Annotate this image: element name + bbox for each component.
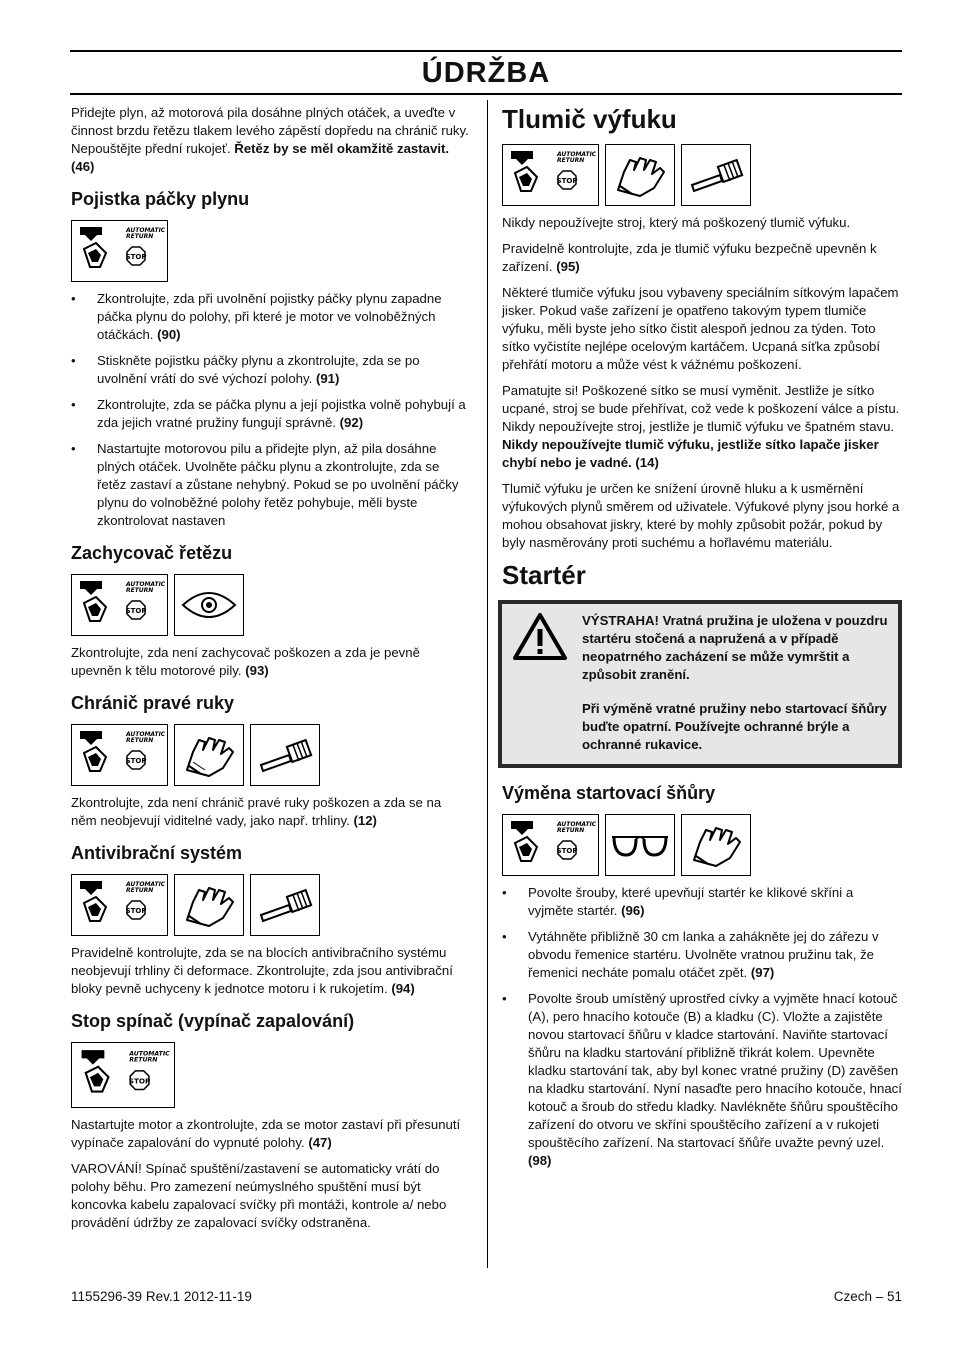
heading-cord-replacement: Výměna startovací šňůry — [502, 783, 716, 803]
list-item: • Stiskněte pojistku páčky plynu a zkontrolujte, zda se po uvolnění vrátí do své výchozí polohy. (91) — [71, 352, 469, 388]
warning-triangle-icon — [512, 612, 582, 754]
icon-row-cord — [502, 814, 902, 876]
heading-starter: Startér — [502, 560, 586, 590]
top-rule — [70, 50, 902, 52]
anti-vibration-text: Pravidelně kontrolujte, zda se na blocích antivibračního systému neobjevují trhliny či deformace. Zkontrolujte, zda jsou antivibrační bloky pevně uchyceny k jednotce motoru i k rukojetím. (94) — [71, 945, 453, 996]
safety-glasses-icon — [605, 814, 675, 876]
muffler-p2: Pravidelně kontrolujte, zda je tlumič výfuku bezpečně upevněn k zařízení. (95) — [502, 241, 877, 274]
heading-stop-switch: Stop spínač (vypínač zapalování) — [71, 1011, 355, 1031]
automatic-return-stop-icon — [71, 220, 168, 282]
svg-text:STOP: STOP — [556, 177, 577, 185]
muffler-p3: Některé tlumiče výfuku jsou vybaveny speciálním sítkovým lapačem jisker. Pokud vaše zařízení je opatřeno takovým typem tlumiče výfuku, měli byste jeho sítko čistit alespoň jednou za týden. Toto sítko vyčistíte nejlépe ocelovým kartáčem. Ucpaná síťka způsobí přehřátí motoru a může vést k vážnému poškození. — [502, 285, 899, 372]
svg-text:STOP: STOP — [125, 757, 146, 765]
chain-catcher-text: Zkontrolujte, zda není zachycovač poškozen a zda je pevně upevněn k tělu motorové pily. (93) — [71, 645, 420, 678]
muffler-p5: Tlumič výfuku je určen ke snížení úrovně hluku a k usměrnění výfukových plynů směrem od uživatele. Výfukové plyny jsou horké a mohou obsahovat jiskry, které by mohly způsobit požár, pokud by byly nasměrovány proti suchému a hořlavému materiálu. — [502, 481, 900, 550]
hand-guard-text: Zkontrolujte, zda není chránič pravé ruky poškozen a zda se na něm neobjevují viditelné vady, jako např. trhliny. (12) — [71, 795, 442, 828]
heading-throttle-lockout: Pojistka páčky plynu — [71, 189, 250, 209]
brush-icon — [250, 874, 320, 936]
svg-text:RETURN: RETURN — [125, 887, 153, 894]
warning-text-1: VÝSTRAHA! Vratná pružina je uložena v pouzdru startéru stočená a napružená a v případě neopatrného zacházení se může vymrštit a způsobit zranění. — [582, 613, 888, 682]
automatic-return-stop-icon — [71, 1042, 175, 1108]
automatic-return-stop-icon — [71, 574, 168, 636]
warning-text-2: Při výměně vratné pružiny nebo startovací šňůry buďte opatrní. Používejte ochranné brýle a ochranné rukavice. — [582, 701, 887, 752]
icon-row-hand-guard — [71, 724, 469, 786]
icon-row-chain-catcher — [71, 574, 469, 636]
intro-paragraph: Přidejte plyn, až motorová pila dosáhne plných otáček, a uveďte v činnost brzdu řetězu tlakem levého zápěstí dopředu na chránič ruky. Nepouštějte přední rukojeť. Řetěz by se měl okamžitě zastavit. (46) — [71, 105, 469, 174]
heading-anti-vibration: Antivibrační systém — [71, 843, 243, 863]
cord-steps — [502, 884, 902, 1170]
svg-text:RETURN: RETURN — [129, 1056, 158, 1064]
glove-icon — [681, 814, 751, 876]
automatic-return-stop-icon — [71, 724, 168, 786]
list-item: • Vytáhněte přibližně 30 cm lanka a zahákněte jej do zářezu v obvodu řemenice startéru. Uvolněte vratnou pružinu tak, že řemenici necháte pomalu otáčet zpět. (97) — [502, 928, 902, 982]
list-item: • Zkontrolujte, zda při uvolnění pojistky páčky plynu zapadne páčka plynu do polohy, při které je motor ve volnoběžných otáčkách. (90) — [71, 290, 469, 344]
svg-text:STOP: STOP — [125, 253, 146, 261]
list-item: • Povolte šrouby, které upevňují startér ke klikové skříni a vyjměte startér. (96) — [502, 884, 902, 920]
svg-text:AUTOMATIC: AUTOMATIC — [125, 227, 165, 234]
svg-text:AUTOMATIC: AUTOMATIC — [129, 1050, 170, 1058]
heading-chain-catcher: Zachycovač řetězu — [71, 543, 233, 563]
icon-row-stop-switch — [71, 1042, 469, 1108]
automatic-return-stop-icon — [502, 144, 599, 206]
throttle-checklist — [71, 290, 469, 530]
list-item: • Povolte šroub umístěný uprostřed cívky a vyjměte hnací kotouč (A), pero hnacího kotouče (B) a kladku (C). Vložte a zajistěte novou startovací šňůru v kladce startování. Naviňte startovací šňůru na kladku startování přibližně třikrát kolem. Upevněte kladku startování tak, aby byl konec vratné pružiny (D) zavěšen na kladku startování. Nyní nasaďte pero hnacího kotouče, hnací kotouč a šroub do středu kladky. Navlékněte šňůru spouštěcího zařízení do otvoru ve skříni spouštěcího zařízení a v rukojeti spouštěcího zařízení. Na startovací šňůře uvažte pevný uzel. (98) — [502, 990, 902, 1170]
glove-icon — [174, 874, 244, 936]
svg-text:AUTOMATIC: AUTOMATIC — [125, 731, 165, 738]
eye-inspect-icon — [174, 574, 244, 636]
svg-text:AUTOMATIC: AUTOMATIC — [125, 881, 165, 888]
brush-icon — [681, 144, 751, 206]
left-column — [71, 104, 469, 1240]
footer-page-number: Czech – 51 — [833, 1289, 902, 1304]
svg-text:STOP: STOP — [556, 847, 577, 855]
svg-text:RETURN: RETURN — [125, 233, 153, 240]
icon-row-muffler — [502, 144, 902, 206]
svg-text:RETURN: RETURN — [125, 587, 153, 594]
right-column — [502, 100, 902, 1178]
svg-text:STOP: STOP — [128, 1076, 151, 1086]
svg-text:STOP: STOP — [125, 607, 146, 615]
automatic-return-stop-icon — [502, 814, 599, 876]
svg-text:AUTOMATIC: AUTOMATIC — [556, 151, 596, 158]
starter-warning-box — [498, 600, 902, 768]
column-divider — [487, 100, 488, 1268]
stop-switch-warning: VAROVÁNÍ! Spínač spuštění/zastavení se automaticky vrátí do polohy běhu. Pro zamezení neúmyslného spuštění musí být koncovka kabelu zapalovací svíčky při montáži, kontrole a/ nebo provádění údržby ze zapalovací svíčky odstraněna. — [71, 1161, 447, 1230]
muffler-p1: Nikdy nepoužívejte stroj, který má poškozený tlumič výfuku. — [502, 215, 851, 230]
svg-text:AUTOMATIC: AUTOMATIC — [556, 821, 596, 828]
stop-switch-text: Nastartujte motor a zkontrolujte, zda se motor zastaví při přesunutí vypínače zapalování do vypnuté polohy. (47) — [71, 1117, 461, 1150]
icon-row-anti-vibration — [71, 874, 469, 936]
svg-text:RETURN: RETURN — [125, 737, 153, 744]
footer-doc-id: 1155296-39 Rev.1 2012-11-19 — [71, 1289, 252, 1304]
svg-text:STOP: STOP — [125, 907, 146, 915]
svg-text:RETURN: RETURN — [556, 827, 584, 834]
svg-text:AUTOMATIC: AUTOMATIC — [125, 581, 165, 588]
page-title: ÚDRŽBA — [421, 57, 551, 89]
list-item: • Zkontrolujte, zda se páčka plynu a její pojistka volně pohybují a zda jejich vratné pružiny fungují správně. (92) — [71, 396, 469, 432]
automatic-return-stop-icon — [71, 874, 168, 936]
glove-icon — [605, 144, 675, 206]
muffler-p4: Pamatujte si! Poškozené sítko se musí vyměnit. Jestliže je sítko ucpané, stroj se bude přehřívat, což vede k poškození válce a pístu. Nikdy nepoužívejte stroj, jestliže je tlumič výfuku ve špatném stavu. Nikdy nepoužívejte tlumič výfuku, jestliže sítko lapače jisker chybí nebo je vadné. (14) — [502, 383, 900, 470]
header-rule — [70, 93, 902, 95]
brush-icon — [250, 724, 320, 786]
icon-row-throttle — [71, 220, 469, 282]
heading-right-hand-guard: Chránič pravé ruky — [71, 693, 235, 713]
heading-muffler: Tlumič výfuku — [502, 104, 677, 134]
svg-text:RETURN: RETURN — [556, 157, 584, 164]
list-item: • Nastartujte motorovou pilu a přidejte plyn, až pila dosáhne plných otáček. Uvolněte páčku plynu a zkontrolujte, zda se řetěz zastaví a zůstane nehybný. Pokud se po uvolnění páčky plynu do volnoběžné polohy řetěz pohybuje, měli byste zkontrolovat nastaven — [71, 440, 469, 530]
glove-icon — [174, 724, 244, 786]
